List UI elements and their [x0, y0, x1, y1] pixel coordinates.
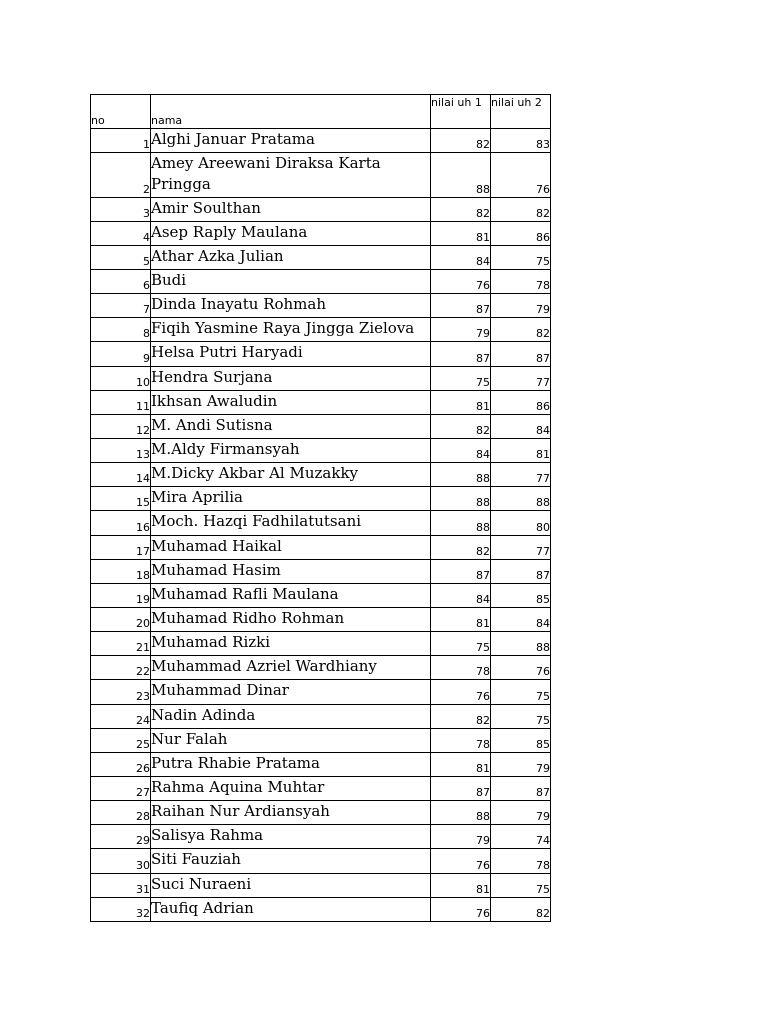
table-row	[91, 608, 551, 632]
table-row	[91, 342, 551, 366]
nama-cell: Muhamad Ridho Rohman	[151, 608, 431, 632]
no-cell: 12	[91, 414, 151, 438]
nilai-uh-2-cell: 79	[491, 752, 551, 776]
nama-cell: Mira Aprilia	[151, 487, 431, 511]
nilai-uh-2-cell: 87	[491, 342, 551, 366]
no-cell: 23	[91, 680, 151, 704]
nilai-uh-2-cell: 84	[491, 608, 551, 632]
nilai-uh-2-cell: 85	[491, 728, 551, 752]
no-cell: 4	[91, 221, 151, 245]
nilai-uh-1-cell: 88	[431, 153, 491, 197]
nilai-uh-2-cell: 79	[491, 801, 551, 825]
nama-cell: Nur Falah	[151, 728, 431, 752]
header-no: no	[91, 95, 151, 129]
nilai-uh-1-cell: 76	[431, 270, 491, 294]
table-row	[91, 559, 551, 583]
no-cell: 11	[91, 390, 151, 414]
no-cell: 18	[91, 559, 151, 583]
nilai-uh-1-cell: 87	[431, 776, 491, 800]
nama-cell: Alghi Januar Pratama	[151, 129, 431, 153]
table-row	[91, 680, 551, 704]
table-row	[91, 487, 551, 511]
header-nilai-uh-2	[491, 95, 551, 129]
nama-cell: Salisya Rahma	[151, 825, 431, 849]
table-row	[91, 221, 551, 245]
nama-cell: Muhammad Azriel Wardhiany	[151, 656, 431, 680]
header-row	[91, 95, 551, 129]
header-nama: nama	[151, 95, 431, 129]
no-cell: 29	[91, 825, 151, 849]
table-row	[91, 776, 551, 800]
nama-cell: Siti Fauziah	[151, 849, 431, 873]
no-cell: 14	[91, 463, 151, 487]
nilai-uh-1-cell: 82	[431, 197, 491, 221]
grades-table	[90, 94, 551, 922]
table-row	[91, 849, 551, 873]
no-cell: 25	[91, 728, 151, 752]
nama-cell: Putra Rhabie Pratama	[151, 752, 431, 776]
nilai-uh-1-cell: 81	[431, 221, 491, 245]
nilai-uh-1-cell: 88	[431, 463, 491, 487]
table-row	[91, 414, 551, 438]
nama-cell: M.Dicky Akbar Al Muzakky	[151, 463, 431, 487]
nama-cell: Hendra Surjana	[151, 366, 431, 390]
nilai-uh-1-cell: 81	[431, 390, 491, 414]
nama-cell: Budi	[151, 270, 431, 294]
nilai-uh-2-cell: 82	[491, 318, 551, 342]
no-cell: 13	[91, 439, 151, 463]
no-cell: 20	[91, 608, 151, 632]
nama-cell: Amir Soulthan	[151, 197, 431, 221]
table-row	[91, 390, 551, 414]
nilai-uh-1-cell: 76	[431, 849, 491, 873]
nilai-uh-1-cell: 75	[431, 632, 491, 656]
table-row	[91, 366, 551, 390]
nama-cell: Amey Areewani Diraksa Karta Pringga	[151, 153, 431, 197]
nilai-uh-2-cell: 84	[491, 414, 551, 438]
nilai-uh-1-cell: 87	[431, 559, 491, 583]
nilai-uh-2-cell: 75	[491, 873, 551, 897]
nilai-uh-2-cell: 78	[491, 849, 551, 873]
nilai-uh-2-cell: 87	[491, 776, 551, 800]
table-row	[91, 129, 551, 153]
table-row	[91, 463, 551, 487]
no-cell: 8	[91, 318, 151, 342]
no-cell: 31	[91, 873, 151, 897]
nama-cell: Nadin Adinda	[151, 704, 431, 728]
nilai-uh-2-cell: 75	[491, 704, 551, 728]
nilai-uh-2-cell: 77	[491, 535, 551, 559]
nilai-uh-1-cell: 84	[431, 245, 491, 269]
no-cell: 26	[91, 752, 151, 776]
nilai-uh-2-cell: 85	[491, 583, 551, 607]
no-cell: 22	[91, 656, 151, 680]
nama-cell: Suci Nuraeni	[151, 873, 431, 897]
header-nilai-uh-2-label: nilai uh 2	[491, 96, 542, 109]
table-row	[91, 632, 551, 656]
no-cell: 17	[91, 535, 151, 559]
table-row	[91, 318, 551, 342]
no-cell: 32	[91, 897, 151, 921]
table-row	[91, 728, 551, 752]
no-cell: 9	[91, 342, 151, 366]
table-row	[91, 873, 551, 897]
nama-cell: Asep Raply Maulana	[151, 221, 431, 245]
table-row	[91, 270, 551, 294]
nilai-uh-1-cell: 75	[431, 366, 491, 390]
nama-cell: Raihan Nur Ardiansyah	[151, 801, 431, 825]
table-row	[91, 535, 551, 559]
nilai-uh-1-cell: 88	[431, 801, 491, 825]
table-row	[91, 439, 551, 463]
nilai-uh-1-cell: 84	[431, 583, 491, 607]
nilai-uh-2-cell: 77	[491, 366, 551, 390]
grades-table-body	[91, 95, 551, 922]
nilai-uh-2-cell: 77	[491, 463, 551, 487]
nilai-uh-2-cell: 76	[491, 153, 551, 197]
no-cell: 28	[91, 801, 151, 825]
nama-cell: Muhamad Rafli Maulana	[151, 583, 431, 607]
nilai-uh-1-cell: 82	[431, 704, 491, 728]
nilai-uh-2-cell: 87	[491, 559, 551, 583]
nama-cell: Rahma Aquina Muhtar	[151, 776, 431, 800]
table-row	[91, 897, 551, 921]
no-cell: 3	[91, 197, 151, 221]
no-cell: 1	[91, 129, 151, 153]
nilai-uh-1-cell: 79	[431, 825, 491, 849]
nilai-uh-1-cell: 88	[431, 487, 491, 511]
nama-cell: M.Aldy Firmansyah	[151, 439, 431, 463]
nilai-uh-2-cell: 75	[491, 245, 551, 269]
nilai-uh-1-cell: 87	[431, 294, 491, 318]
nilai-uh-2-cell: 80	[491, 511, 551, 535]
nilai-uh-2-cell: 75	[491, 680, 551, 704]
header-nilai-uh-1	[431, 95, 491, 129]
table-row	[91, 245, 551, 269]
nama-cell: Muhammad Dinar	[151, 680, 431, 704]
no-cell: 21	[91, 632, 151, 656]
nilai-uh-1-cell: 87	[431, 342, 491, 366]
no-cell: 19	[91, 583, 151, 607]
table-row	[91, 197, 551, 221]
nama-cell: Muhamad Rizki	[151, 632, 431, 656]
nilai-uh-2-cell: 88	[491, 487, 551, 511]
nama-cell: Ikhsan Awaludin	[151, 390, 431, 414]
table-row	[91, 825, 551, 849]
no-cell: 10	[91, 366, 151, 390]
nilai-uh-2-cell: 82	[491, 897, 551, 921]
table-row	[91, 153, 551, 197]
nilai-uh-2-cell: 88	[491, 632, 551, 656]
nama-cell: Helsa Putri Haryadi	[151, 342, 431, 366]
nilai-uh-1-cell: 88	[431, 511, 491, 535]
nilai-uh-1-cell: 82	[431, 129, 491, 153]
no-cell: 7	[91, 294, 151, 318]
no-cell: 15	[91, 487, 151, 511]
nilai-uh-1-cell: 81	[431, 608, 491, 632]
nilai-uh-1-cell: 78	[431, 656, 491, 680]
nilai-uh-1-cell: 76	[431, 680, 491, 704]
table-row	[91, 656, 551, 680]
nama-cell: Muhamad Haikal	[151, 535, 431, 559]
no-cell: 6	[91, 270, 151, 294]
nilai-uh-2-cell: 86	[491, 221, 551, 245]
nama-cell: Taufiq Adrian	[151, 897, 431, 921]
no-cell: 2	[91, 153, 151, 197]
nilai-uh-1-cell: 78	[431, 728, 491, 752]
nama-cell: Athar Azka Julian	[151, 245, 431, 269]
nilai-uh-1-cell: 81	[431, 873, 491, 897]
nilai-uh-1-cell: 76	[431, 897, 491, 921]
table-row	[91, 752, 551, 776]
nama-cell: Moch. Hazqi Fadhilatutsani	[151, 511, 431, 535]
nilai-uh-2-cell: 76	[491, 656, 551, 680]
nama-cell: M. Andi Sutisna	[151, 414, 431, 438]
nama-cell: Dinda Inayatu Rohmah	[151, 294, 431, 318]
no-cell: 5	[91, 245, 151, 269]
nilai-uh-2-cell: 86	[491, 390, 551, 414]
no-cell: 16	[91, 511, 151, 535]
nilai-uh-1-cell: 82	[431, 414, 491, 438]
nilai-uh-2-cell: 83	[491, 129, 551, 153]
nilai-uh-2-cell: 74	[491, 825, 551, 849]
nilai-uh-1-cell: 81	[431, 752, 491, 776]
table-row	[91, 511, 551, 535]
table-row	[91, 583, 551, 607]
header-nilai-uh-1-label: nilai uh 1	[431, 96, 482, 109]
nilai-uh-1-cell: 82	[431, 535, 491, 559]
table-row	[91, 801, 551, 825]
nilai-uh-2-cell: 82	[491, 197, 551, 221]
nama-cell: Fiqih Yasmine Raya Jingga Zielova	[151, 318, 431, 342]
table-row	[91, 704, 551, 728]
nama-cell: Muhamad Hasim	[151, 559, 431, 583]
nilai-uh-2-cell: 79	[491, 294, 551, 318]
no-cell: 24	[91, 704, 151, 728]
no-cell: 30	[91, 849, 151, 873]
table-row	[91, 294, 551, 318]
nilai-uh-1-cell: 79	[431, 318, 491, 342]
nilai-uh-1-cell: 84	[431, 439, 491, 463]
nilai-uh-2-cell: 78	[491, 270, 551, 294]
nilai-uh-2-cell: 81	[491, 439, 551, 463]
no-cell: 27	[91, 776, 151, 800]
